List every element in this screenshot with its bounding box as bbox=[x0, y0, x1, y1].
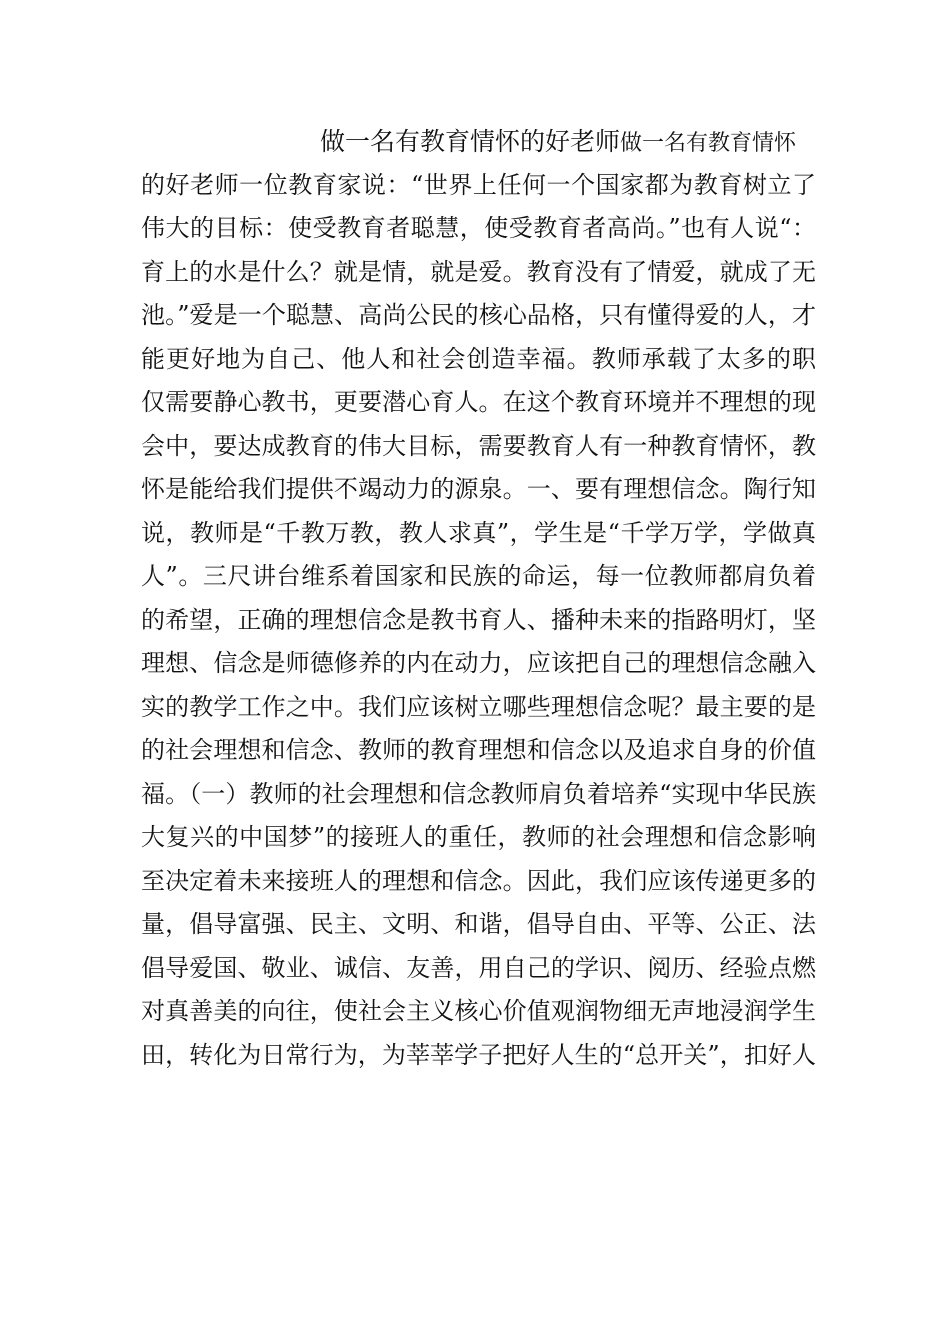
text-line: 倡导爱国、敬业、诚信、友善，用自己的学识、阅历、经验点燃 bbox=[141, 953, 816, 982]
text-line: 对真善美的向往，使社会主义核心价值观润物细无声地浸润学生 bbox=[141, 997, 816, 1025]
document-title: 做一名有教育情怀的好老师 bbox=[320, 127, 621, 156]
body-text bbox=[141, 120, 816, 1077]
text-line: 的社会理想和信念、教师的教育理想和信念以及追求自身的价值 bbox=[141, 736, 816, 764]
text-line: 至决定着未来接班人的理想和信念。因此，我们应该传递更多的 bbox=[141, 866, 816, 895]
text-line: 理想、信念是师德修养的内在动力，应该把自己的理想信念融入 bbox=[141, 649, 816, 677]
title-line bbox=[141, 120, 816, 164]
text-line: 说，教师是“千教万教，教人求真”，学生是“千学万学，学做真 bbox=[141, 518, 816, 547]
text-line: 能更好地为自己、他人和社会创造幸福。教师承载了太多的职 bbox=[141, 344, 816, 373]
title-repeat: 做一名有教育情怀 bbox=[620, 131, 797, 156]
text-line: 的好老师一位教育家说：“世界上任何一个国家都为教育树立了 bbox=[141, 170, 816, 199]
text-line: 池。”爱是一个聪慧、高尚公民的核心品格，只有懂得爱的人，才 bbox=[141, 301, 816, 329]
text-line: 仅需要静心教书，更要潜心育人。在这个教育环境并不理想的现 bbox=[141, 388, 816, 416]
text-line: 实的教学工作之中。我们应该树立哪些理想信念呢？最主要的是 bbox=[141, 692, 816, 721]
text-line: 会中，要达成教育的伟大目标，需要教育人有一种教育情怀，教 bbox=[141, 431, 816, 460]
text-line: 福。（一）教师的社会理想和信念教师肩负着培养“实现中华民族 bbox=[141, 779, 816, 808]
text-line: 田，转化为日常行为，为莘莘学子把好人生的“总开关”，扣好人 bbox=[141, 1040, 816, 1069]
text-line: 量，倡导富强、民主、文明、和谐，倡导自由、平等、公正、法 bbox=[141, 910, 816, 938]
text-line: 的希望，正确的理想信念是教书育人、播种未来的指路明灯，坚 bbox=[141, 605, 816, 634]
text-line: 怀是能给我们提供不竭动力的源泉。一、要有理想信念。陶行知 bbox=[141, 475, 816, 503]
text-line: 人”。三尺讲台维系着国家和民族的命运，每一位教师都肩负着 bbox=[141, 562, 816, 590]
text-line: 大复兴的中国梦”的接班人的重任，教师的社会理想和信念影响 bbox=[141, 823, 816, 851]
text-line: 育上的水是什么？就是情，就是爱。教育没有了情爱，就成了无 bbox=[141, 257, 816, 286]
text-line: 伟大的目标：使受教育者聪慧，使受教育者高尚。”也有人说“： bbox=[141, 214, 816, 242]
